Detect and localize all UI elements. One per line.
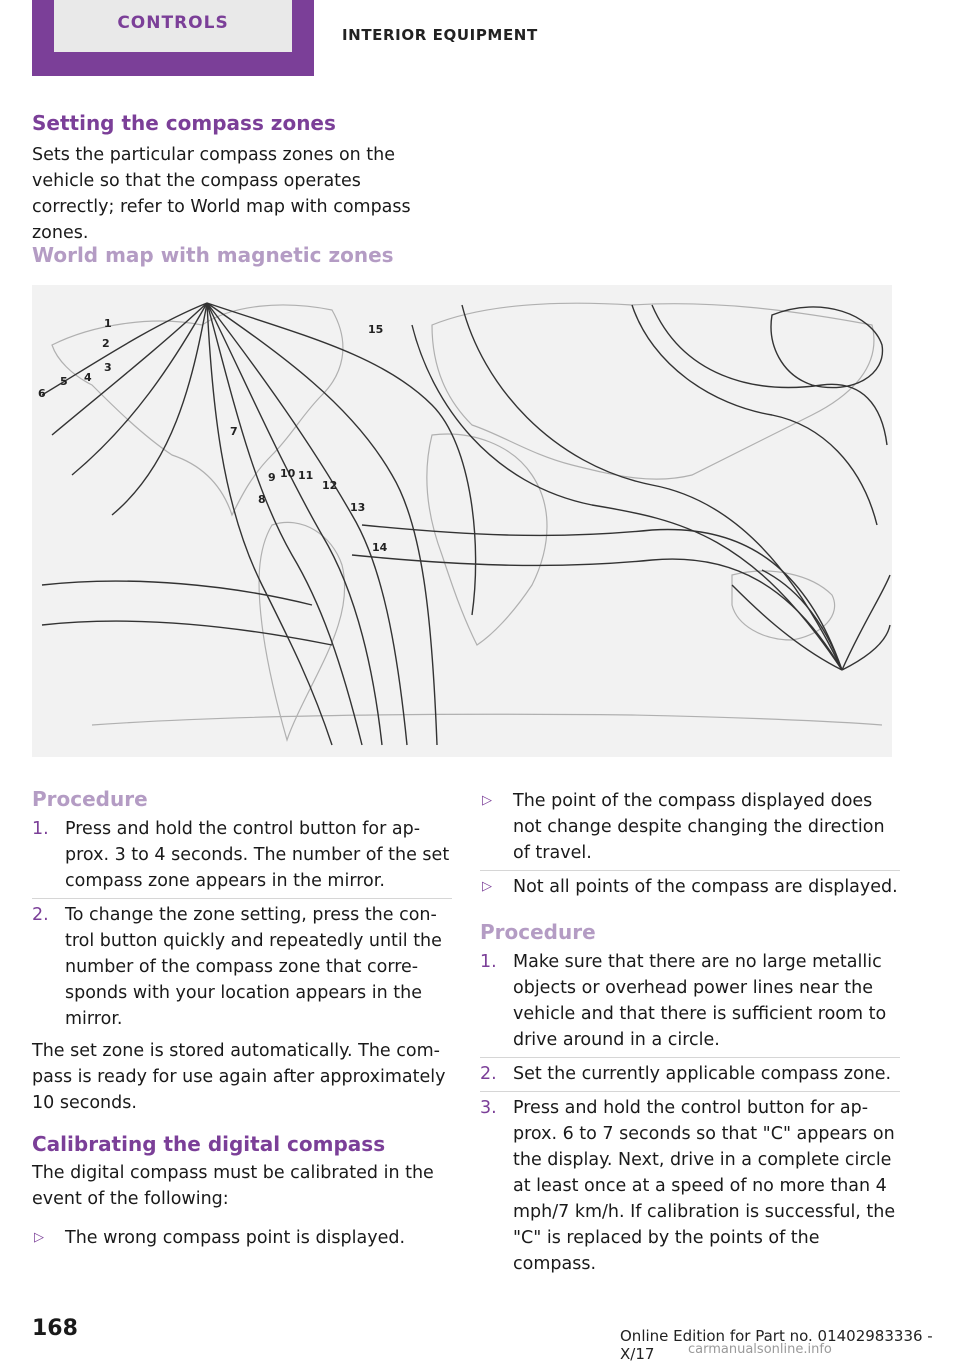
watermark: carmanualsonline.info — [688, 1342, 832, 1357]
step-number: 3. — [480, 1098, 497, 1118]
zone-label: 7 — [230, 425, 238, 438]
step-number: 2. — [32, 905, 49, 925]
step-number: 1. — [480, 952, 497, 972]
zone-label: 4 — [84, 371, 92, 384]
zone-label: 1 — [104, 317, 112, 330]
zone-label: 6 — [38, 387, 46, 400]
calibration-condition — [480, 785, 900, 871]
procedure-after-text: The set zone is stored automatically. The compass is ready for use again after approximately 10 seconds. — [32, 1041, 446, 1113]
calibration-intro: The digital compass must be calibrated in the event of the following: — [32, 1163, 434, 1209]
zone-labels — [38, 317, 388, 554]
procedure-step — [480, 1092, 900, 1281]
calibration-condition — [480, 871, 900, 904]
zone-label: 2 — [102, 337, 110, 350]
right-column — [480, 785, 900, 1281]
step-text: Press and hold the control button for approx. 6 to 7 seconds so that "C" appears on the display. Next, drive in a complete circle at least once at a speed of no more than 4 mph/7 km/h. If calibration is successful, the "C" is replaced by the points of the compass. — [513, 1098, 896, 1274]
triangle-bullet-icon: ▷ — [482, 879, 492, 894]
magnetic-zone-lines — [42, 303, 890, 745]
procedure-title-2: Procedure — [480, 920, 596, 944]
section-intro: Sets the particular compass zones on the vehicle so that the compass operates correctly; refer to World map with compass zones. — [32, 145, 411, 243]
zone-label: 9 — [268, 471, 276, 484]
zone-label: 3 — [104, 361, 112, 374]
continent-outlines — [52, 303, 882, 740]
section-title: Setting the compass zones — [32, 111, 336, 135]
zone-label: 10 — [280, 467, 296, 480]
map-title: World map with magnetic zones — [32, 243, 394, 267]
calibration-conditions — [32, 1222, 452, 1255]
procedure-title: Procedure — [32, 787, 148, 811]
zone-label: 14 — [372, 541, 388, 554]
calibration-conditions-cont — [480, 785, 900, 904]
triangle-bullet-icon: ▷ — [482, 793, 492, 808]
left-column — [32, 785, 452, 1255]
header-tab-interior-equipment[interactable]: INTERIOR EQUIPMENT — [342, 26, 538, 44]
condition-text: Not all points of the compass are displayed. — [513, 877, 898, 897]
procedure-step — [32, 813, 452, 899]
procedure-step — [480, 946, 900, 1058]
zone-label: 12 — [322, 479, 338, 492]
procedure-step — [480, 1058, 900, 1092]
world-map-svg — [32, 285, 892, 757]
step-number: 2. — [480, 1064, 497, 1084]
step-text: To change the zone setting, press the control button quickly and repeatedly until the number of the compass zone that corresponds with your location appears in the mirror. — [65, 905, 442, 1029]
zone-label: 11 — [298, 469, 314, 482]
zone-label: 5 — [60, 375, 68, 388]
calibration-condition — [32, 1222, 452, 1255]
step-number: 1. — [32, 819, 49, 839]
step-text: Set the currently applicable compass zone. — [513, 1064, 892, 1084]
step-text: Press and hold the control button for approx. 3 to 4 seconds. The number of the set compass zone appears in the mirror. — [65, 819, 450, 891]
procedure-steps — [32, 813, 452, 1036]
header-tab-controls-label: CONTROLS — [117, 13, 229, 33]
triangle-bullet-icon: ▷ — [34, 1230, 44, 1245]
edition-footer: Online Edition for Part no. 01402983336 - X/17 — [620, 1327, 933, 1363]
zone-label: 15 — [368, 323, 384, 336]
header-tab-controls-inner — [54, 0, 292, 52]
condition-text: The point of the compass displayed does not change despite changing the direction of travel. — [513, 791, 885, 863]
calibration-title: Calibrating the digital compass — [32, 1132, 386, 1156]
procedure-step — [32, 899, 452, 1036]
condition-text: The wrong compass point is displayed. — [65, 1228, 406, 1248]
zone-label: 13 — [350, 501, 366, 514]
world-map-magnetic-zones — [32, 285, 892, 757]
procedure-steps-2 — [480, 946, 900, 1281]
zone-label: 8 — [258, 493, 266, 506]
header-tab-controls[interactable] — [32, 0, 314, 76]
page-number: 168 — [32, 1316, 78, 1341]
step-text: Make sure that there are no large metallic objects or overhead power lines near the vehicle and that there is sufficient room to drive around in a circle. — [513, 952, 887, 1050]
